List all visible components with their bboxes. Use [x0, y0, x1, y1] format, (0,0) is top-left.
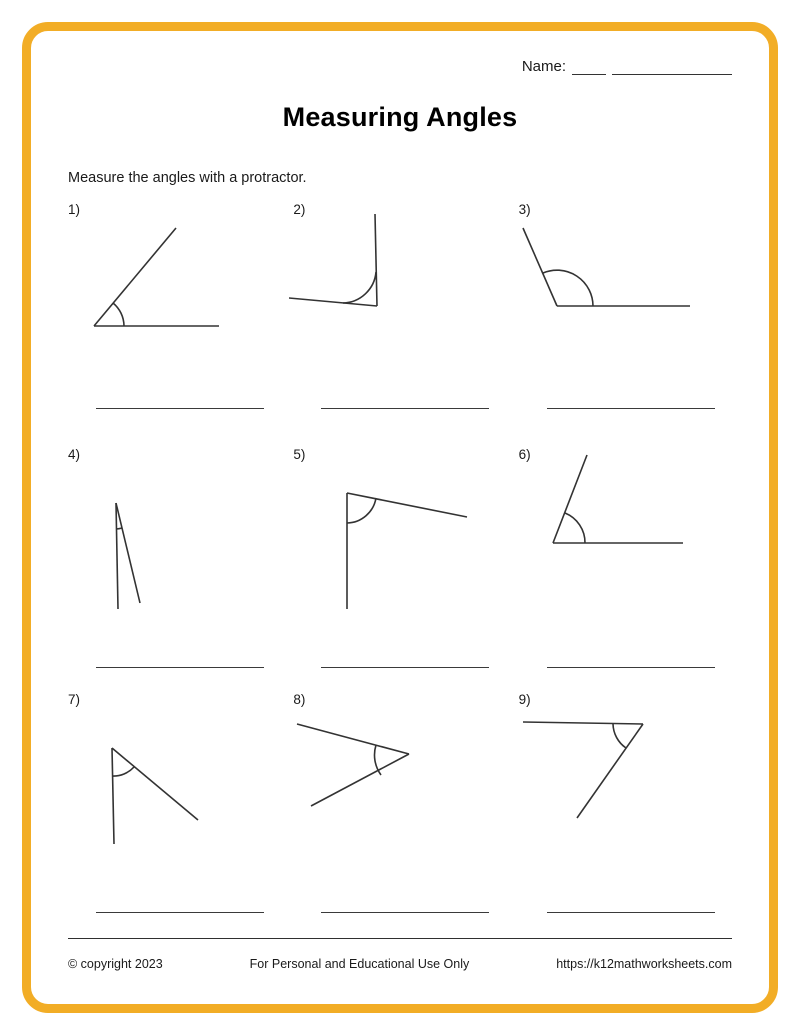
angle-figure-8 [289, 696, 514, 876]
problem-number: 2) [293, 202, 306, 217]
answer-line-1[interactable] [96, 408, 264, 409]
problem-number: 3) [518, 202, 531, 217]
problem-number: 6) [518, 447, 531, 462]
answer-line-3[interactable] [547, 408, 715, 409]
angle-figure-5 [289, 451, 514, 631]
page-footer [68, 957, 732, 971]
problem-item [515, 200, 740, 445]
angle-figure-6 [515, 451, 740, 631]
problem-item [289, 200, 514, 445]
name-field-row [522, 58, 732, 75]
angle-drawing [289, 451, 514, 631]
footer-usage-note: For Personal and Educational Use Only [249, 957, 470, 971]
problem-item [515, 690, 740, 935]
problem-item [515, 445, 740, 690]
instructions-text: Measure the angles with a protractor. [68, 170, 307, 186]
footer-copyright: © copyright 2023 [68, 957, 163, 971]
angle-drawing [289, 206, 514, 386]
answer-line-5[interactable] [321, 667, 489, 668]
answer-line-8[interactable] [321, 912, 489, 913]
angle-drawing [64, 696, 289, 876]
angle-figure-4 [64, 451, 289, 631]
answer-line-9[interactable] [547, 912, 715, 913]
name-input-blank-1[interactable] [572, 60, 606, 75]
footer-divider [68, 938, 732, 939]
problem-item [64, 690, 289, 935]
angle-drawing [515, 451, 740, 631]
angle-figure-7 [64, 696, 289, 876]
answer-line-7[interactable] [96, 912, 264, 913]
angle-drawing [515, 696, 740, 876]
problem-number: 4) [68, 447, 81, 462]
problems-grid [64, 200, 740, 935]
angle-figure-9 [515, 696, 740, 876]
answer-line-4[interactable] [96, 667, 264, 668]
angle-drawing [64, 451, 289, 631]
angle-drawing [64, 206, 289, 386]
answer-line-6[interactable] [547, 667, 715, 668]
name-label: Name: [521, 58, 566, 75]
problem-item [289, 690, 514, 935]
problem-item [289, 445, 514, 690]
footer-website-link[interactable]: https://k12mathworksheets.com [556, 957, 732, 971]
problem-number: 9) [518, 692, 531, 707]
angle-figure-2 [289, 206, 514, 386]
page-content [40, 40, 760, 995]
problem-item [64, 200, 289, 445]
problem-item [64, 445, 289, 690]
name-input-blank-2[interactable] [612, 60, 732, 75]
problem-number: 7) [68, 692, 81, 707]
problem-number: 1) [68, 202, 81, 217]
page-title: Measuring Angles [282, 102, 518, 132]
problem-number: 5) [293, 447, 306, 462]
angle-drawing [289, 696, 514, 876]
answer-line-2[interactable] [321, 408, 489, 409]
angle-figure-1 [64, 206, 289, 386]
angle-drawing [515, 206, 740, 386]
angle-figure-3 [515, 206, 740, 386]
problem-number: 8) [293, 692, 306, 707]
